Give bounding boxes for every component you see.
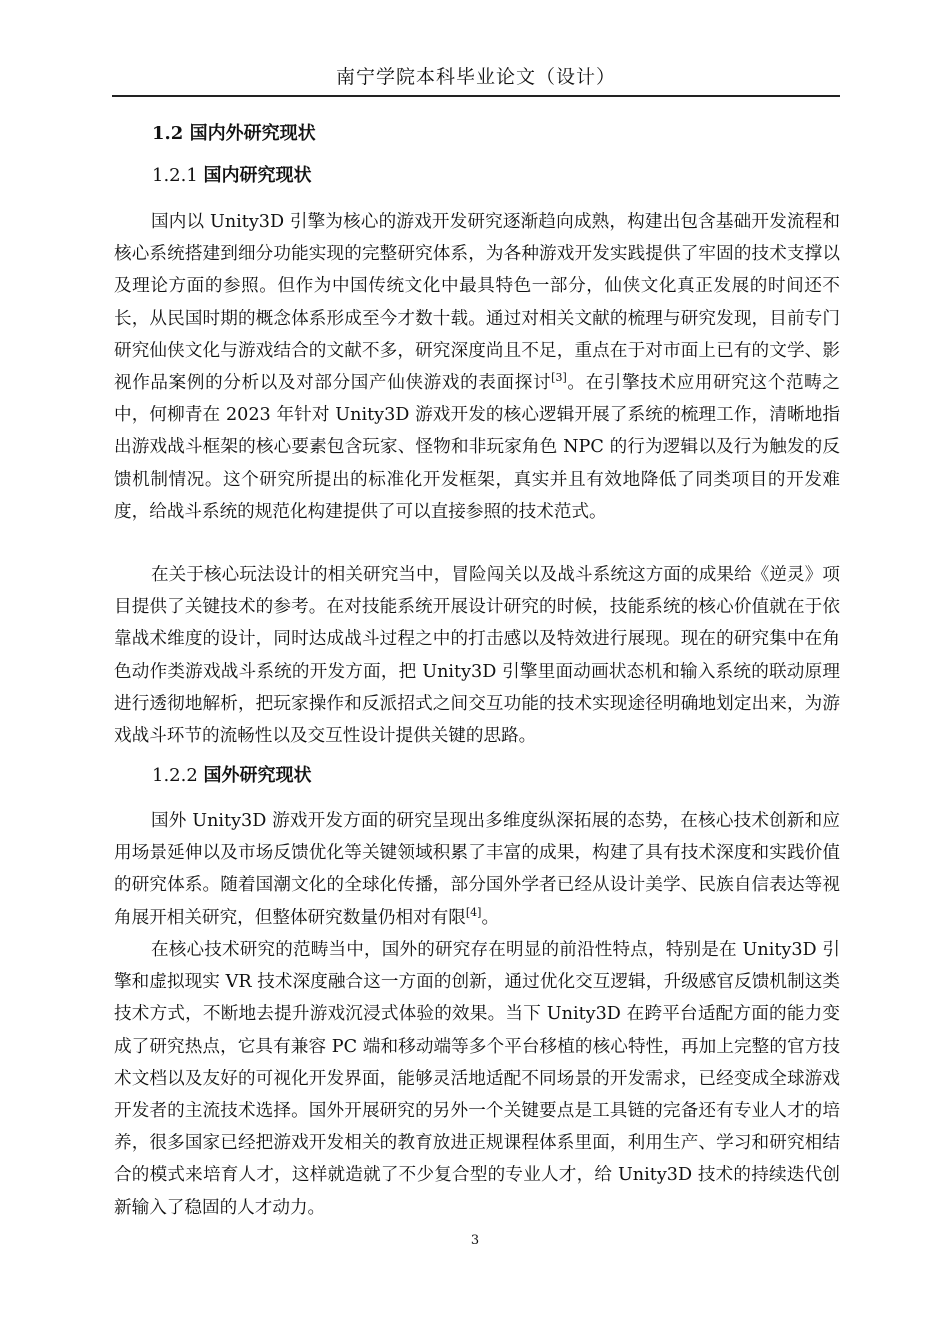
subsection-title: 国外研究现状 <box>203 765 312 786</box>
paragraph-domestic-1 <box>114 206 840 528</box>
paragraph-domestic-2: 在关于核心玩法设计的相关研究当中，冒险闯关以及战斗系统这方面的成果给《逆灵》项目提供了关键技术的参考。在对技能系统开展设计研究的时候，技能系统的核心价值就在于依靠战术维度的设计，同时达成战斗过程之中的打击感以及特效进行展现。现在的研究集中在角色动作类游戏战斗系统的开发方面，把 Unity3D 引擎里面动画状态机和输入系统的联动原理进行透彻地解析，把玩家操作和反派招式之间交互功能的技术实现途径明确地划定出来，为游戏战斗环节的流畅性以及交互性设计提供关键的思路。 <box>114 565 840 747</box>
running-header: 南宁学院本科毕业论文（设计） <box>335 66 616 88</box>
paragraph-foreign-1 <box>114 805 840 934</box>
paragraph-text: 国外 Unity3D 游戏开发方面的研究呈现出多维度纵深拓展的态势，在核心技术创新和应用场景延伸以及市场反馈优化等关键领域积累了丰富的成果，构建了具有技术深度和实践价值的研究体系。随着国潮文化的全球化传播，部分国外学者已经从设计美学、民族自信表达等视角展开相关研究，但整体研究数量仍相对有限 <box>114 811 840 928</box>
subsection-heading-foreign <box>152 763 312 789</box>
subsection-title: 国内研究现状 <box>203 165 312 186</box>
header-rule <box>112 95 840 97</box>
subsection-number: 1.2.2 <box>152 765 198 786</box>
paragraph-text-tail: 。在引擎技术应用研究这个范畴之中，何柳青在 2023 年针对 Unity3D 游戏开发的核心逻辑开展了系统的梳理工作，清晰地指出游戏战斗框架的核心要素包含玩家、怪物和非玩家角色 NPC 的行为逻辑以及行为触发的反馈机制情况。这个研究所提出的标准化开发框架，真实并且有效地降低了同类项目的开发难度，给战斗系统的规范化构建提供了可以直接参照的技术范式。 <box>114 373 840 522</box>
citation-ref: [4] <box>465 905 482 919</box>
subsection-heading-domestic <box>152 163 312 189</box>
paragraph-foreign-2: 在核心技术研究的范畴当中，国外的研究存在明显的前沿性特点，特别是在 Unity3D 引擎和虚拟现实 VR 技术深度融合这一方面的创新，通过优化交互逻辑，升级感官反馈机制这类技术方式，不断地去提升游戏沉浸式体验的效果。当下 Unity3D 在跨平台适配方面的能力变成了研究热点，它具有兼容 PC 端和移动端等多个平台移植的核心特性，再加上完整的官方技术文档以及友好的可视化开发界面，能够灵活地适配不同场景的开发需求，已经变成全球游戏开发者的主流技术选择。国外开展研究的另外一个关键要点是工具链的完备还有专业人才的培养，很多国家已经把游戏开发相关的教育放进正规课程体系里面，利用生产、学习和研究相结合的模式来培育人才，这样就造就了不少复合型的专业人才，给 Unity3D 技术的持续迭代创新输入了稳固的人才动力。 <box>114 940 840 1218</box>
citation-ref: [3] <box>551 371 567 385</box>
section-heading: 1.2 国内外研究现状 <box>152 123 316 144</box>
subsection-number: 1.2.1 <box>152 165 198 186</box>
paragraph-text: 国内以 Unity3D 引擎为核心的游戏开发研究逐渐趋向成熟，构建出包含基础开发流程和核心系统搭建到细分功能实现的完整研究体系，为各种游戏开发实践提供了牢固的技术支撑以及理论方面的参照。但作为中国传统文化中最具特色一部分，仙侠文化真正发展的时间还不长，从民国时期的概念体系形成至今才数十载。通过对相关文献的梳理与研究发现，目前专门研究仙侠文化与游戏结合的文献不多，研究深度尚且不足，重点在于对市面上已有的文学、影视作品案例的分析以及对部分国产仙侠游戏的表面探讨 <box>114 212 840 394</box>
page-number: 3 <box>470 1233 480 1248</box>
paragraph-text-tail: 。 <box>481 907 500 928</box>
